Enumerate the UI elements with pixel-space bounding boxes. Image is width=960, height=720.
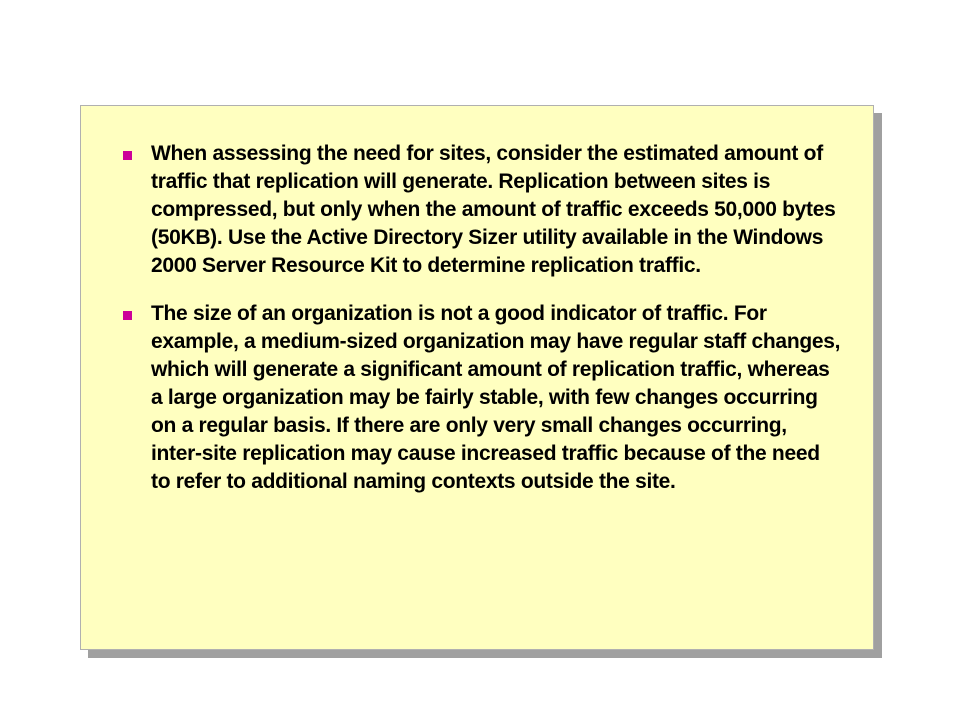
bullet-item	[123, 140, 843, 280]
bullet-item	[123, 300, 843, 496]
bullet-text: When assessing the need for sites, consider the estimated amount of traffic that replication will generate. Replication between sites is compressed, but only when the amount of traffic exceeds 50,000 bytes (50KB). Use the Active Directory Sizer utility available in the Windows 2000 Server Resource Kit to determine replication traffic.	[151, 142, 836, 277]
square-bullet-icon	[123, 311, 132, 320]
square-bullet-icon	[123, 151, 132, 160]
bullet-list	[123, 140, 843, 516]
note-box	[80, 105, 874, 650]
bullet-text: The size of an organization is not a good indicator of traffic. For example, a medium-sized organization may have regular staff changes, which will generate a significant amount of replication traffic, whereas a large organization may be fairly stable, with few changes occurring on a regular basis. If there are only very small changes occurring, inter-site replication may cause increased traffic because of the need to refer to additional naming contexts outside the site.	[151, 302, 841, 493]
